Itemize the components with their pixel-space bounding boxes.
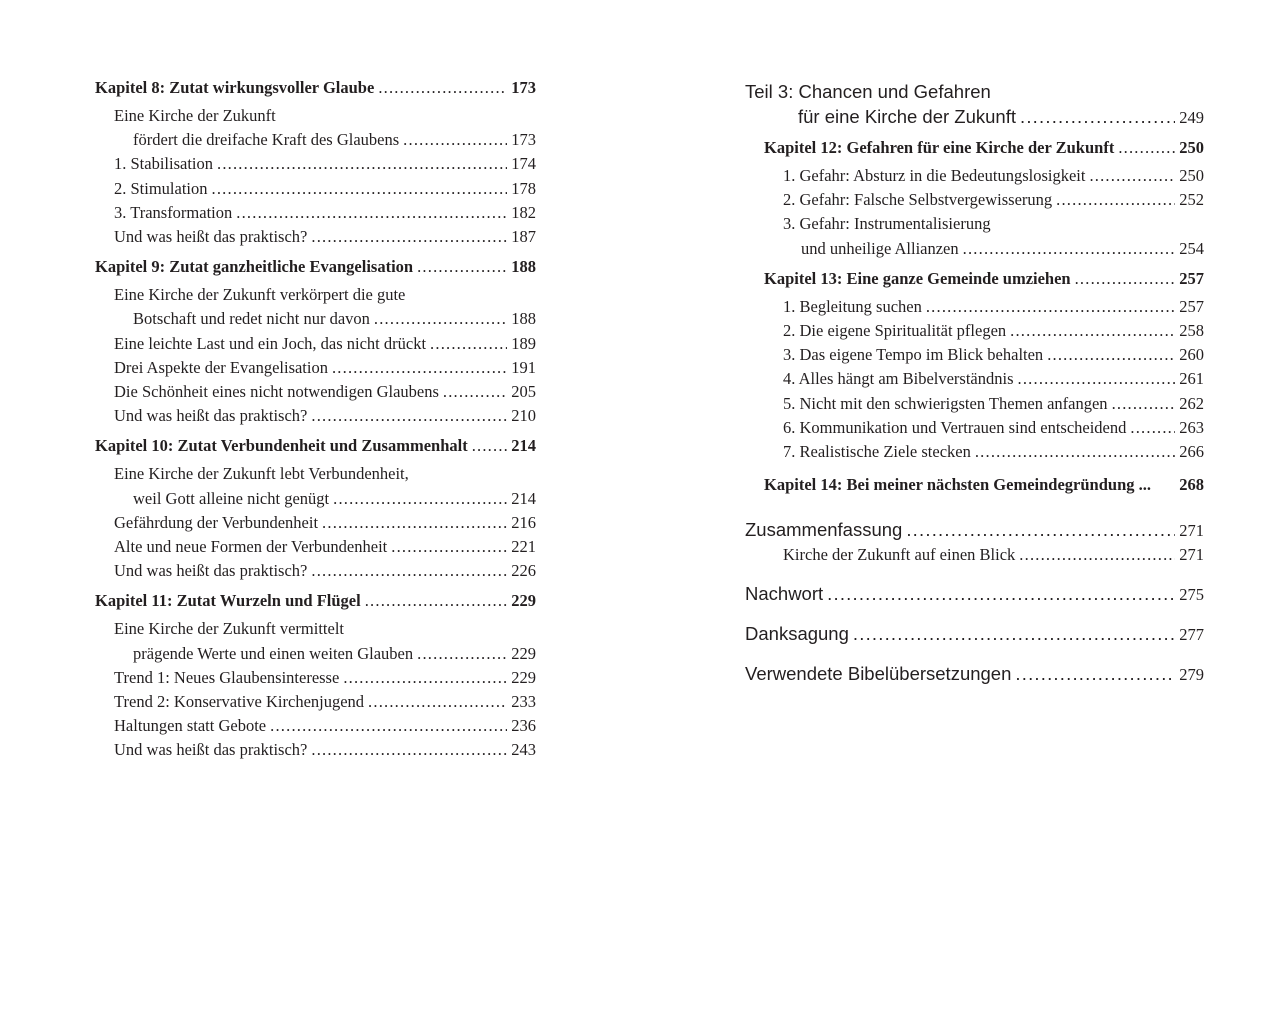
toc-chapter-14 bbox=[745, 473, 1204, 497]
toc-entry bbox=[745, 392, 1204, 416]
chapter-10-group bbox=[95, 434, 536, 583]
dot-leader bbox=[853, 621, 1175, 646]
toc-chapter-9 bbox=[95, 255, 536, 279]
page-number: 271 bbox=[1179, 545, 1204, 565]
dot-leader bbox=[343, 666, 507, 690]
page-number: 257 bbox=[1179, 296, 1204, 316]
dot-leader bbox=[1089, 164, 1175, 188]
dot-leader bbox=[311, 225, 507, 249]
toc-entry bbox=[95, 690, 536, 714]
dot-leader bbox=[1010, 319, 1175, 343]
toc-entry bbox=[95, 356, 536, 380]
toc-entry bbox=[745, 164, 1204, 188]
dot-leader bbox=[1112, 392, 1175, 416]
entry-text: Kirche der Zukunft auf einen Blick bbox=[783, 545, 1016, 565]
dot-leader bbox=[365, 589, 507, 613]
entry-text: 3. Das eigene Tempo im Blick behalten bbox=[783, 345, 1044, 365]
entry-text: Die Schönheit eines nicht notwendigen Glaubens bbox=[114, 382, 439, 402]
dot-leader bbox=[1056, 188, 1175, 212]
entry-text: Und was heißt das praktisch? bbox=[114, 561, 308, 581]
toc-entry bbox=[95, 462, 536, 486]
entry-text: Eine Kirche der Zukunft verkörpert die gute bbox=[114, 285, 406, 305]
toc-part-3-cont bbox=[745, 104, 1204, 130]
dot-leader bbox=[417, 642, 507, 666]
entry-text: 2. Gefahr: Falsche Selbstvergewisserung bbox=[783, 190, 1053, 210]
entry-text: und unheilige Allianzen bbox=[801, 238, 959, 258]
entry-text: Trend 1: Neues Glaubensinteresse bbox=[114, 667, 340, 687]
dot-leader bbox=[270, 714, 507, 738]
toc-danksagung bbox=[745, 621, 1204, 647]
chapter-title: Kapitel 10: Zutat Verbundenheit und Zusammenhalt bbox=[95, 436, 468, 456]
dot-leader bbox=[212, 177, 507, 201]
page-number: 279 bbox=[1179, 665, 1204, 685]
entry-text: Alte und neue Formen der Verbundenheit bbox=[114, 537, 388, 557]
dot-leader bbox=[374, 307, 507, 331]
toc-entry bbox=[95, 535, 536, 559]
page-number: 233 bbox=[511, 692, 536, 712]
toc-entry bbox=[95, 404, 536, 428]
page-number: 262 bbox=[1179, 393, 1204, 413]
page-number: 249 bbox=[1179, 108, 1204, 127]
chapter-11-group bbox=[95, 589, 536, 762]
page-number: 250 bbox=[1179, 166, 1204, 185]
entry-text: Eine Kirche der Zukunft lebt Verbundenheit, bbox=[114, 464, 409, 484]
entry-text: Drei Aspekte der Evangelisation bbox=[114, 357, 328, 377]
page-number: 214 bbox=[511, 488, 536, 508]
toc-chapter-12 bbox=[745, 136, 1204, 160]
dot-leader bbox=[333, 487, 507, 511]
entry-text: Und was heißt das praktisch? bbox=[114, 406, 308, 426]
toc-part-3 bbox=[745, 79, 1204, 104]
toc-entry bbox=[95, 617, 536, 641]
toc-entry bbox=[745, 212, 1204, 236]
page-number: 182 bbox=[511, 202, 536, 222]
page-number: 258 bbox=[1179, 321, 1204, 341]
part-title: Teil 3: Chancen und Gefahren bbox=[745, 81, 991, 102]
toc-entry bbox=[95, 738, 536, 762]
page-number: 178 bbox=[511, 178, 536, 198]
toc-entry bbox=[95, 511, 536, 535]
page-number: 229 bbox=[511, 667, 536, 687]
page-number: 188 bbox=[511, 309, 536, 329]
left-page bbox=[95, 76, 536, 769]
entry-text: 4. Alles hängt am Bibelverständnis bbox=[783, 369, 1014, 389]
toc-chapter-11 bbox=[95, 589, 536, 613]
toc-entry bbox=[745, 543, 1204, 567]
page-number: 266 bbox=[1179, 442, 1204, 462]
chapter-title: Kapitel 12: Gefahren für eine Kirche der Zukunft bbox=[764, 138, 1115, 157]
toc-entry bbox=[745, 367, 1204, 391]
entry-text: Gefährdung der Verbundenheit bbox=[114, 512, 319, 532]
page-number: 221 bbox=[511, 537, 536, 557]
page-number: 214 bbox=[511, 436, 536, 456]
part-title: für eine Kirche der Zukunft bbox=[798, 106, 1016, 127]
page-number: 277 bbox=[1179, 625, 1204, 645]
dot-leader bbox=[332, 356, 507, 380]
page-number: 173 bbox=[511, 130, 536, 150]
page-number: 229 bbox=[511, 591, 536, 611]
toc-entry bbox=[95, 104, 536, 128]
chapter-title: Kapitel 13: Eine ganze Gemeinde umziehen bbox=[764, 268, 1071, 288]
entry-text: Trend 2: Konservative Kirchenjugend bbox=[114, 692, 365, 712]
dot-leader bbox=[322, 511, 507, 535]
page-number: 250 bbox=[1179, 138, 1204, 157]
page-number: 263 bbox=[1179, 417, 1204, 437]
toc-entry bbox=[95, 152, 536, 176]
dot-leader bbox=[1015, 661, 1175, 686]
chapter-9-group bbox=[95, 255, 536, 428]
dot-leader bbox=[403, 128, 507, 152]
entry-text: 1. Begleitung suchen bbox=[783, 296, 922, 316]
page-number: 261 bbox=[1179, 369, 1204, 389]
dot-leader bbox=[368, 690, 507, 714]
toc-entry bbox=[95, 666, 536, 690]
toc-entry bbox=[745, 440, 1204, 464]
page-number: 187 bbox=[511, 227, 536, 247]
dot-leader bbox=[417, 255, 507, 279]
toc-entry bbox=[95, 380, 536, 404]
toc-entry bbox=[95, 283, 536, 307]
dot-leader bbox=[1130, 416, 1175, 440]
dot-leader bbox=[378, 76, 507, 100]
entry-text: Botschaft und redet nicht nur davon bbox=[133, 309, 370, 329]
entry-text: 1. Gefahr: Absturz in die Bedeutungslosigkeit bbox=[783, 166, 1086, 185]
toc-entry bbox=[95, 201, 536, 225]
toc-nachwort bbox=[745, 581, 1204, 607]
entry-text: 3. Transformation bbox=[114, 202, 233, 222]
section-title: Danksagung bbox=[745, 623, 849, 645]
dot-leader bbox=[236, 201, 507, 225]
page-number: 173 bbox=[511, 78, 536, 97]
toc-entry bbox=[95, 307, 536, 331]
entry-text: Eine Kirche der Zukunft vermittelt bbox=[114, 619, 345, 639]
entry-text: Haltungen statt Gebote bbox=[114, 716, 267, 736]
toc-bibeluebersetzungen bbox=[745, 661, 1204, 687]
dot-leader bbox=[1018, 367, 1175, 391]
chapter-8-group bbox=[95, 76, 536, 249]
toc-entry bbox=[745, 295, 1204, 319]
chapter-title: Kapitel 11: Zutat Wurzeln und Flügel bbox=[95, 591, 361, 611]
page-number: 210 bbox=[511, 406, 536, 426]
entry-text: 7. Realistische Ziele stecken bbox=[783, 442, 971, 462]
entry-text: 2. Stimulation bbox=[114, 178, 208, 198]
entry-text: 5. Nicht mit den schwierigsten Themen anfangen bbox=[783, 393, 1108, 413]
entry-text: weil Gott alleine nicht genügt bbox=[133, 488, 330, 508]
dot-leader bbox=[1047, 343, 1175, 367]
dot-leader bbox=[311, 559, 507, 583]
page-number: 268 bbox=[1179, 475, 1204, 495]
page-number: 252 bbox=[1179, 190, 1204, 210]
page-number: 260 bbox=[1179, 345, 1204, 365]
page-number: 205 bbox=[511, 382, 536, 402]
dot-leader bbox=[827, 581, 1175, 606]
right-page bbox=[745, 79, 1204, 687]
dot-leader bbox=[975, 440, 1175, 464]
page-number: 191 bbox=[511, 357, 536, 377]
dot-leader bbox=[311, 738, 507, 762]
entry-text: 2. Die eigene Spiritualität pflegen bbox=[783, 321, 1007, 341]
toc-entry bbox=[745, 319, 1204, 343]
dot-leader bbox=[906, 517, 1175, 542]
dot-leader bbox=[1020, 104, 1175, 129]
toc-chapter-10 bbox=[95, 434, 536, 458]
page-number: 188 bbox=[511, 257, 536, 277]
toc-entry bbox=[745, 343, 1204, 367]
dot-leader bbox=[472, 434, 507, 458]
toc-entry bbox=[95, 714, 536, 738]
toc-entry bbox=[95, 642, 536, 666]
dot-leader bbox=[926, 295, 1175, 319]
entry-text: Und was heißt das praktisch? bbox=[114, 227, 308, 247]
toc-entry bbox=[95, 225, 536, 249]
page-number: 189 bbox=[511, 333, 536, 353]
toc-entry bbox=[745, 237, 1204, 261]
page-number: 236 bbox=[511, 716, 536, 736]
dot-leader bbox=[1019, 543, 1175, 567]
toc-entry bbox=[95, 559, 536, 583]
page-number: 174 bbox=[511, 154, 536, 174]
page-number: 275 bbox=[1179, 585, 1204, 605]
toc-entry bbox=[745, 416, 1204, 440]
dot-leader bbox=[217, 152, 507, 176]
page-number: 226 bbox=[511, 561, 536, 581]
dot-leader bbox=[963, 237, 1175, 261]
toc-entry bbox=[95, 128, 536, 152]
toc-chapter-13 bbox=[745, 267, 1204, 291]
entry-text: Eine leichte Last und ein Joch, das nicht drückt bbox=[114, 333, 427, 353]
dot-leader bbox=[1118, 136, 1175, 160]
toc-entry bbox=[745, 188, 1204, 212]
chapter-title: Kapitel 9: Zutat ganzheitliche Evangelisation bbox=[95, 257, 414, 277]
entry-text: Und was heißt das praktisch? bbox=[114, 740, 308, 760]
dot-leader bbox=[391, 535, 507, 559]
entry-text: 6. Kommunikation und Vertrauen sind entscheidend bbox=[783, 417, 1127, 437]
entry-text: fördert die dreifache Kraft des Glaubens bbox=[133, 130, 400, 150]
dot-leader bbox=[1075, 267, 1175, 291]
page-number: 243 bbox=[511, 740, 536, 760]
toc-entry bbox=[95, 177, 536, 201]
entry-text: 1. Stabilisation bbox=[114, 154, 213, 174]
dot-leader bbox=[430, 332, 507, 356]
entry-text: 3. Gefahr: Instrumentalisierung bbox=[783, 214, 991, 234]
dot-leader bbox=[443, 380, 507, 404]
chapter-title: Kapitel 8: Zutat wirkungsvoller Glaube bbox=[95, 78, 375, 97]
page-number: 254 bbox=[1179, 238, 1204, 258]
page-number: 257 bbox=[1179, 268, 1204, 288]
page-number: 271 bbox=[1179, 521, 1204, 541]
entry-text: Eine Kirche der Zukunft bbox=[114, 106, 276, 125]
page-number: 216 bbox=[511, 512, 536, 532]
entry-text: prägende Werte und einen weiten Glauben bbox=[133, 643, 414, 663]
toc-entry bbox=[95, 487, 536, 511]
page-number: 229 bbox=[511, 643, 536, 663]
chapter-title: Kapitel 14: Bei meiner nächsten Gemeindegründung ... bbox=[764, 475, 1151, 495]
section-title: Verwendete Bibelübersetzungen bbox=[745, 663, 1012, 685]
dot-leader bbox=[311, 404, 507, 428]
toc-zusammenfassung bbox=[745, 517, 1204, 543]
toc-entry bbox=[95, 332, 536, 356]
section-title: Nachwort bbox=[745, 583, 824, 605]
toc-chapter-8 bbox=[95, 76, 536, 100]
section-title: Zusammenfassung bbox=[745, 519, 903, 541]
